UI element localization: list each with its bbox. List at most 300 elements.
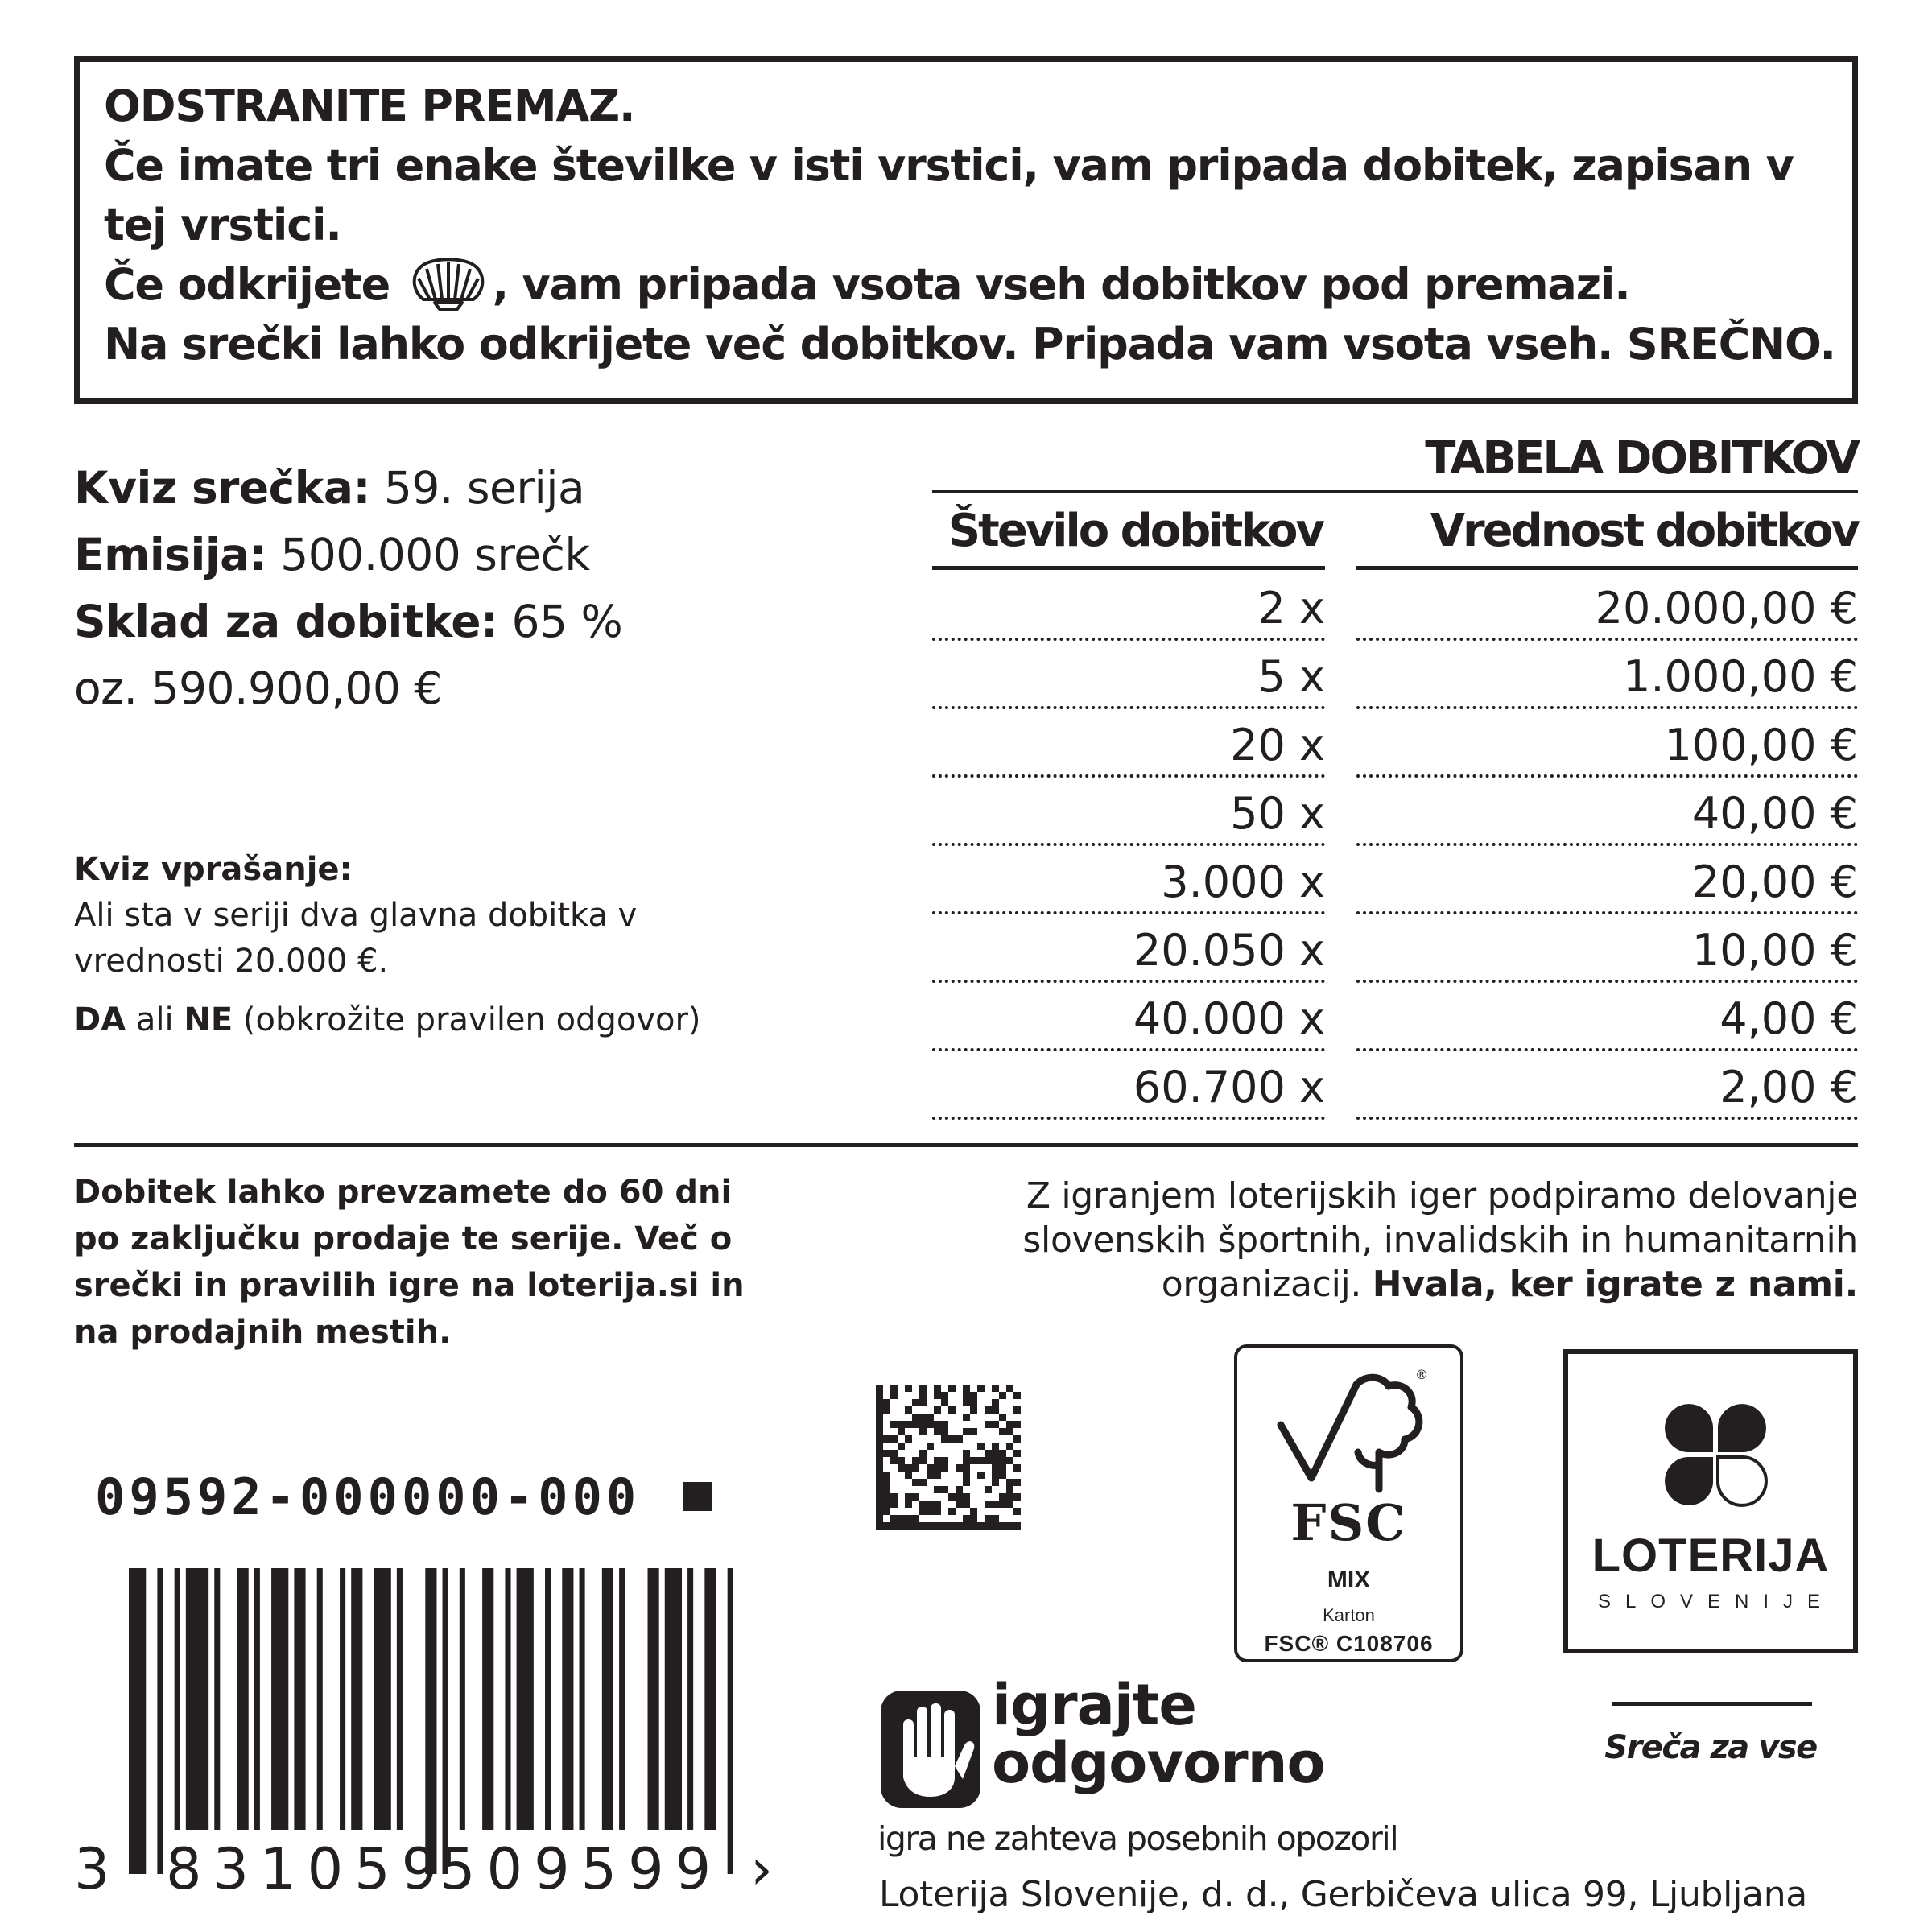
prize-count: 50 x	[1230, 788, 1325, 839]
datamatrix-module	[985, 1457, 992, 1464]
prize-count: 20 x	[1230, 720, 1325, 770]
datamatrix-module	[905, 1385, 912, 1392]
dotted-rule	[932, 843, 1325, 846]
stop-hand-icon	[879, 1689, 982, 1810]
lottery-slogan: Sreča za vse	[1604, 1729, 1817, 1766]
dotted-rule	[1356, 980, 1858, 983]
datamatrix-code-icon	[876, 1385, 1021, 1530]
datamatrix-module	[890, 1450, 898, 1457]
datamatrix-module	[985, 1522, 992, 1530]
datamatrix-module	[1013, 1522, 1021, 1530]
datamatrix-module	[905, 1522, 912, 1530]
barcode-bar	[397, 1568, 402, 1830]
support-line-2: slovenskih športnih, invalidskih in humanitarnih	[1022, 1220, 1858, 1261]
datamatrix-module	[883, 1450, 890, 1457]
datamatrix-module	[876, 1385, 883, 1392]
serial-end-square	[683, 1482, 712, 1511]
datamatrix-module	[934, 1508, 941, 1515]
datamatrix-module	[999, 1414, 1006, 1421]
datamatrix-module	[1013, 1479, 1021, 1486]
datamatrix-module	[905, 1472, 912, 1479]
barcode-group-1: 831059	[166, 1836, 449, 1902]
prize-table-rows	[932, 573, 1858, 1121]
datamatrix-module	[876, 1392, 883, 1399]
datamatrix-module	[970, 1428, 977, 1435]
datamatrix-module	[934, 1486, 941, 1493]
dotted-rule	[932, 911, 1325, 914]
datamatrix-module	[912, 1457, 919, 1464]
datamatrix-module	[1006, 1522, 1013, 1530]
datamatrix-module	[941, 1399, 948, 1406]
datamatrix-module	[927, 1443, 934, 1450]
datamatrix-module	[941, 1522, 948, 1530]
datamatrix-module	[883, 1479, 890, 1486]
prize-value: 4,00 €	[1719, 993, 1858, 1044]
barcode-bar	[186, 1568, 208, 1830]
info-sklad: Sklad za dobitke: 65 %	[74, 596, 623, 647]
claim-line-1: Dobitek lahko prevzamete do 60 dni	[74, 1174, 733, 1211]
prize-row	[932, 1052, 1858, 1121]
info-emisija: Emisija: 500.000 srečk	[74, 529, 590, 580]
datamatrix-module	[1006, 1486, 1013, 1493]
datamatrix-module	[977, 1443, 985, 1450]
barcode-bar	[602, 1568, 613, 1830]
datamatrix-module	[992, 1385, 999, 1392]
datamatrix-module	[876, 1450, 883, 1457]
datamatrix-module	[999, 1392, 1006, 1399]
datamatrix-module	[876, 1421, 883, 1428]
datamatrix-module	[876, 1522, 883, 1530]
fsc-code: FSC® C108706	[1264, 1631, 1434, 1656]
datamatrix-module	[898, 1522, 905, 1530]
datamatrix-module	[999, 1472, 1006, 1479]
datamatrix-module	[1013, 1406, 1021, 1414]
barcode-bar	[619, 1568, 625, 1830]
datamatrix-module	[970, 1457, 977, 1464]
datamatrix-module	[970, 1406, 977, 1414]
answer-hint: (obkrožite pravilen odgovor)	[242, 1001, 701, 1038]
info-kviz: Kviz srečka: 59. serija	[74, 462, 585, 514]
datamatrix-module	[876, 1435, 883, 1443]
datamatrix-module	[1006, 1428, 1013, 1435]
barcode-bar	[460, 1568, 465, 1830]
datamatrix-module	[912, 1522, 919, 1530]
barcode-bar	[374, 1568, 391, 1830]
value-header-rule	[1356, 566, 1858, 570]
datamatrix-module	[890, 1515, 898, 1522]
datamatrix-module	[883, 1508, 890, 1515]
datamatrix-module	[898, 1515, 905, 1522]
datamatrix-module	[970, 1515, 977, 1522]
datamatrix-module	[956, 1435, 963, 1443]
prize-count: 3.000 x	[1161, 857, 1325, 907]
datamatrix-module	[905, 1515, 912, 1522]
datamatrix-module	[948, 1493, 956, 1501]
datamatrix-module	[985, 1486, 992, 1493]
quiz-line-2: vrednosti 20.000 €.	[74, 943, 389, 980]
prize-value: 10,00 €	[1691, 925, 1858, 976]
datamatrix-module	[992, 1443, 999, 1450]
datamatrix-module	[970, 1399, 977, 1406]
barcode-bar	[425, 1568, 436, 1874]
barcode-bar	[175, 1568, 180, 1830]
prize-count: 5 x	[1257, 651, 1325, 702]
datamatrix-module	[1006, 1501, 1013, 1508]
lottery-subtitle: SLOVENIJE	[1597, 1591, 1835, 1612]
datamatrix-module	[876, 1406, 883, 1414]
datamatrix-module	[1013, 1450, 1021, 1457]
datamatrix-module	[992, 1457, 999, 1464]
datamatrix-module	[999, 1428, 1006, 1435]
barcode-bar	[545, 1568, 551, 1830]
quiz-line-1: Ali sta v seriji dva glavna dobitka v	[74, 897, 638, 934]
datamatrix-module	[919, 1457, 927, 1464]
company-address: Loterija Slovenije, d. d., Gerbičeva ulica 99, Ljubljana	[879, 1874, 1807, 1915]
instructions-box	[74, 56, 1858, 404]
answer-ne: NE	[184, 1001, 233, 1038]
barcode-bar	[580, 1568, 585, 1830]
fsc-mix: MIX	[1327, 1567, 1371, 1593]
datamatrix-module	[977, 1472, 985, 1479]
datamatrix-module	[890, 1392, 898, 1399]
datamatrix-module	[941, 1435, 948, 1443]
instructions-line-4-post: , vam pripada vsota vseh dobitkov pod premazi.	[492, 259, 1630, 310]
claim-line-4: na prodajnih mestih.	[74, 1314, 452, 1351]
datamatrix-module	[912, 1493, 919, 1501]
datamatrix-module	[948, 1435, 956, 1443]
datamatrix-module	[934, 1464, 941, 1472]
prize-row	[932, 915, 1858, 984]
datamatrix-module	[934, 1385, 941, 1392]
support-text	[1022, 1174, 1858, 1307]
datamatrix-module	[948, 1522, 956, 1530]
datamatrix-module	[905, 1464, 912, 1472]
datamatrix-module	[927, 1464, 934, 1472]
datamatrix-module	[927, 1421, 934, 1428]
barcode-bar	[237, 1568, 249, 1830]
datamatrix-module	[1006, 1385, 1013, 1392]
instructions-line-4-pre: Če odkrijete	[104, 259, 390, 310]
datamatrix-module	[876, 1486, 883, 1493]
prize-value: 40,00 €	[1691, 788, 1858, 839]
datamatrix-module	[919, 1421, 927, 1428]
prize-count: 40.000 x	[1133, 993, 1325, 1044]
datamatrix-module	[992, 1450, 999, 1457]
dotted-rule	[1356, 774, 1858, 778]
dotted-rule	[1356, 1048, 1858, 1051]
barcode-bar	[505, 1568, 510, 1830]
dotted-rule	[1356, 911, 1858, 914]
dotted-rule	[1356, 706, 1858, 709]
datamatrix-module	[992, 1472, 999, 1479]
lottery-name: LOTERIJA	[1591, 1530, 1830, 1582]
instructions-line-1: ODSTRANITE PREMAZ.	[104, 80, 635, 131]
datamatrix-module	[963, 1385, 970, 1392]
support-line-1: Z igranjem loterijskih iger podpiramo delovanje	[1026, 1175, 1858, 1216]
datamatrix-module	[941, 1457, 948, 1464]
datamatrix-module	[934, 1421, 941, 1428]
datamatrix-module	[919, 1428, 927, 1435]
datamatrix-module	[876, 1479, 883, 1486]
datamatrix-module	[977, 1385, 985, 1392]
datamatrix-module	[941, 1428, 948, 1435]
clover-logo-icon	[1663, 1402, 1768, 1507]
datamatrix-module	[948, 1508, 956, 1515]
datamatrix-module	[927, 1508, 934, 1515]
datamatrix-module	[999, 1522, 1006, 1530]
datamatrix-module	[890, 1385, 898, 1392]
datamatrix-module	[970, 1508, 977, 1515]
datamatrix-module	[876, 1399, 883, 1406]
datamatrix-module	[985, 1450, 992, 1457]
datamatrix-module	[890, 1501, 898, 1508]
datamatrix-module	[970, 1392, 977, 1399]
instructions-line-2: Če imate tri enake številke v isti vrstici, vam pripada dobitek, zapisan v	[104, 140, 1794, 191]
datamatrix-module	[876, 1457, 883, 1464]
datamatrix-module	[919, 1399, 927, 1406]
datamatrix-module	[977, 1457, 985, 1464]
barcode-first-digit: 3	[74, 1836, 122, 1902]
datamatrix-module	[956, 1486, 963, 1493]
prize-count: 2 x	[1257, 583, 1325, 634]
datamatrix-module	[1006, 1479, 1013, 1486]
datamatrix-module	[905, 1435, 912, 1443]
barcode-bar	[443, 1568, 448, 1874]
prize-count: 60.700 x	[1133, 1062, 1325, 1113]
barcode-icon	[129, 1568, 750, 1874]
responsible-note: igra ne zahteva posebnih opozoril	[877, 1819, 1398, 1858]
datamatrix-module	[883, 1406, 890, 1414]
datamatrix-module	[1013, 1508, 1021, 1515]
datamatrix-module	[992, 1406, 999, 1414]
datamatrix-module	[963, 1399, 970, 1406]
responsible-line-1: igrajte	[992, 1672, 1196, 1738]
datamatrix-module	[1013, 1392, 1021, 1399]
quiz-title: Kviz vprašanje:	[74, 851, 353, 888]
datamatrix-module	[890, 1421, 898, 1428]
datamatrix-module	[963, 1472, 970, 1479]
datamatrix-module	[992, 1399, 999, 1406]
prize-table-title-rule	[932, 490, 1858, 493]
instructions-line-3: tej vrstici.	[104, 200, 341, 250]
instructions-line-5: Na srečki lahko odkrijete več dobitkov. Pripada vam vsota vseh. SREČNO.	[104, 319, 1835, 369]
datamatrix-module	[876, 1472, 883, 1479]
datamatrix-module	[927, 1414, 934, 1421]
prize-count-header: Število dobitkov	[947, 505, 1323, 557]
datamatrix-module	[898, 1464, 905, 1472]
barcode-group-2: 509599	[440, 1836, 723, 1902]
datamatrix-module	[992, 1515, 999, 1522]
datamatrix-module	[934, 1472, 941, 1479]
quiz-answer: DA ali NE (obkrožite pravilen odgovor)	[74, 1001, 701, 1038]
datamatrix-module	[912, 1515, 919, 1522]
datamatrix-module	[876, 1493, 883, 1501]
datamatrix-module	[919, 1522, 927, 1530]
barcode-bar	[157, 1568, 163, 1874]
prize-count: 20.050 x	[1133, 925, 1325, 976]
dotted-rule	[932, 1117, 1325, 1120]
datamatrix-module	[1006, 1421, 1013, 1428]
barcode-bar	[728, 1568, 733, 1874]
prize-row	[932, 778, 1858, 847]
datamatrix-module	[963, 1479, 970, 1486]
claim-info	[74, 1169, 782, 1356]
datamatrix-module	[919, 1508, 927, 1515]
barcode-bar	[129, 1568, 146, 1874]
instructions-line-4	[104, 255, 1830, 315]
datamatrix-module	[876, 1464, 883, 1472]
barcode-bar	[351, 1568, 362, 1830]
barcode-bar	[254, 1568, 260, 1830]
datamatrix-module	[992, 1421, 999, 1428]
datamatrix-module	[898, 1443, 905, 1450]
datamatrix-module	[963, 1493, 970, 1501]
datamatrix-module	[992, 1522, 999, 1530]
dotted-rule	[1356, 1117, 1858, 1120]
dotted-rule	[932, 706, 1325, 709]
datamatrix-module	[999, 1457, 1006, 1464]
support-line-3: organizacij. Hvala, ker igrate z nami.	[1161, 1264, 1858, 1305]
datamatrix-module	[919, 1501, 927, 1508]
barcode-bar	[517, 1568, 534, 1830]
datamatrix-module	[919, 1392, 927, 1399]
fsc-certification-box	[1234, 1344, 1463, 1662]
responsible-gaming-title	[992, 1672, 1325, 1796]
datamatrix-module	[999, 1450, 1006, 1457]
dotted-rule	[1356, 638, 1858, 641]
prize-row	[932, 984, 1858, 1052]
datamatrix-module	[883, 1486, 890, 1493]
datamatrix-module	[999, 1464, 1006, 1472]
prize-value: 20.000,00 €	[1595, 583, 1858, 634]
datamatrix-module	[1013, 1493, 1021, 1501]
datamatrix-module	[963, 1428, 970, 1435]
datamatrix-module	[934, 1522, 941, 1530]
slogan-rule	[1612, 1702, 1812, 1706]
datamatrix-module	[985, 1406, 992, 1414]
barcode-bar	[704, 1568, 716, 1830]
datamatrix-module	[992, 1501, 999, 1508]
prize-value: 100,00 €	[1664, 720, 1858, 770]
datamatrix-module	[905, 1493, 912, 1501]
datamatrix-module	[941, 1392, 948, 1399]
datamatrix-module	[905, 1406, 912, 1414]
barcode-bar	[648, 1568, 659, 1830]
dotted-rule	[932, 1048, 1325, 1051]
lottery-logo-box	[1563, 1349, 1858, 1653]
datamatrix-module	[898, 1428, 905, 1435]
datamatrix-module	[1013, 1464, 1021, 1472]
dotted-rule	[932, 774, 1325, 778]
datamatrix-module	[912, 1464, 919, 1472]
datamatrix-module	[912, 1414, 919, 1421]
datamatrix-module	[898, 1421, 905, 1428]
datamatrix-module	[876, 1414, 883, 1421]
datamatrix-module	[956, 1493, 963, 1501]
barcode-bar	[687, 1568, 693, 1830]
barcode-bar	[294, 1568, 305, 1830]
dotted-rule	[932, 980, 1325, 983]
barcode-bar	[665, 1568, 682, 1830]
datamatrix-module	[963, 1450, 970, 1457]
datamatrix-module	[1013, 1421, 1021, 1428]
prize-row	[932, 847, 1858, 915]
datamatrix-module	[1006, 1443, 1013, 1450]
info-sklad-amount: oz. 590.900,00 €	[74, 663, 442, 714]
datamatrix-module	[985, 1501, 992, 1508]
datamatrix-module	[883, 1472, 890, 1479]
datamatrix-module	[999, 1493, 1006, 1501]
datamatrix-module	[999, 1501, 1006, 1508]
datamatrix-module	[1006, 1457, 1013, 1464]
datamatrix-module	[948, 1385, 956, 1392]
datamatrix-module	[956, 1501, 963, 1508]
prize-row	[932, 573, 1858, 642]
responsible-line-2: odgovorno	[992, 1730, 1325, 1796]
datamatrix-module	[905, 1501, 912, 1508]
fsc-tree-check-icon	[1269, 1368, 1430, 1497]
datamatrix-module	[985, 1515, 992, 1522]
datamatrix-module	[992, 1479, 999, 1486]
datamatrix-module	[876, 1508, 883, 1515]
prize-table-title: TABELA DOBITKOV	[1425, 432, 1858, 485]
datamatrix-module	[956, 1522, 963, 1530]
prize-value: 2,00 €	[1719, 1062, 1858, 1113]
datamatrix-module	[963, 1392, 970, 1399]
datamatrix-module	[876, 1501, 883, 1508]
datamatrix-module	[941, 1421, 948, 1428]
datamatrix-module	[919, 1479, 927, 1486]
datamatrix-module	[883, 1493, 890, 1501]
datamatrix-module	[919, 1385, 927, 1392]
fsc-word: FSC	[1290, 1493, 1407, 1552]
barcode-bar	[340, 1568, 345, 1830]
dotted-rule	[932, 638, 1325, 641]
shell-icon	[404, 258, 493, 311]
quiz-question	[74, 847, 701, 1043]
datamatrix-module	[1013, 1435, 1021, 1443]
datamatrix-module	[876, 1515, 883, 1522]
datamatrix-module	[890, 1493, 898, 1501]
datamatrix-module	[905, 1421, 912, 1428]
datamatrix-module	[876, 1443, 883, 1450]
datamatrix-module	[919, 1450, 927, 1457]
barcode-bar	[214, 1568, 220, 1830]
datamatrix-module	[927, 1522, 934, 1530]
datamatrix-module	[934, 1406, 941, 1414]
datamatrix-module	[912, 1479, 919, 1486]
datamatrix-module	[890, 1435, 898, 1443]
datamatrix-module	[985, 1421, 992, 1428]
datamatrix-module	[956, 1464, 963, 1472]
dotted-rule	[1356, 843, 1858, 846]
datamatrix-module	[963, 1414, 970, 1421]
datamatrix-module	[992, 1464, 999, 1472]
section-divider	[74, 1143, 1858, 1147]
datamatrix-module	[963, 1522, 970, 1530]
datamatrix-module	[883, 1501, 890, 1508]
datamatrix-module	[941, 1486, 948, 1493]
answer-da: DA	[74, 1001, 126, 1038]
prize-value-header: Vrednost dobitkov	[1430, 505, 1858, 557]
datamatrix-module	[890, 1457, 898, 1464]
datamatrix-module	[963, 1457, 970, 1464]
prize-row	[932, 710, 1858, 778]
prize-value: 20,00 €	[1691, 857, 1858, 907]
barcode-bar	[562, 1568, 573, 1830]
prize-row	[932, 642, 1858, 710]
datamatrix-module	[941, 1464, 948, 1472]
